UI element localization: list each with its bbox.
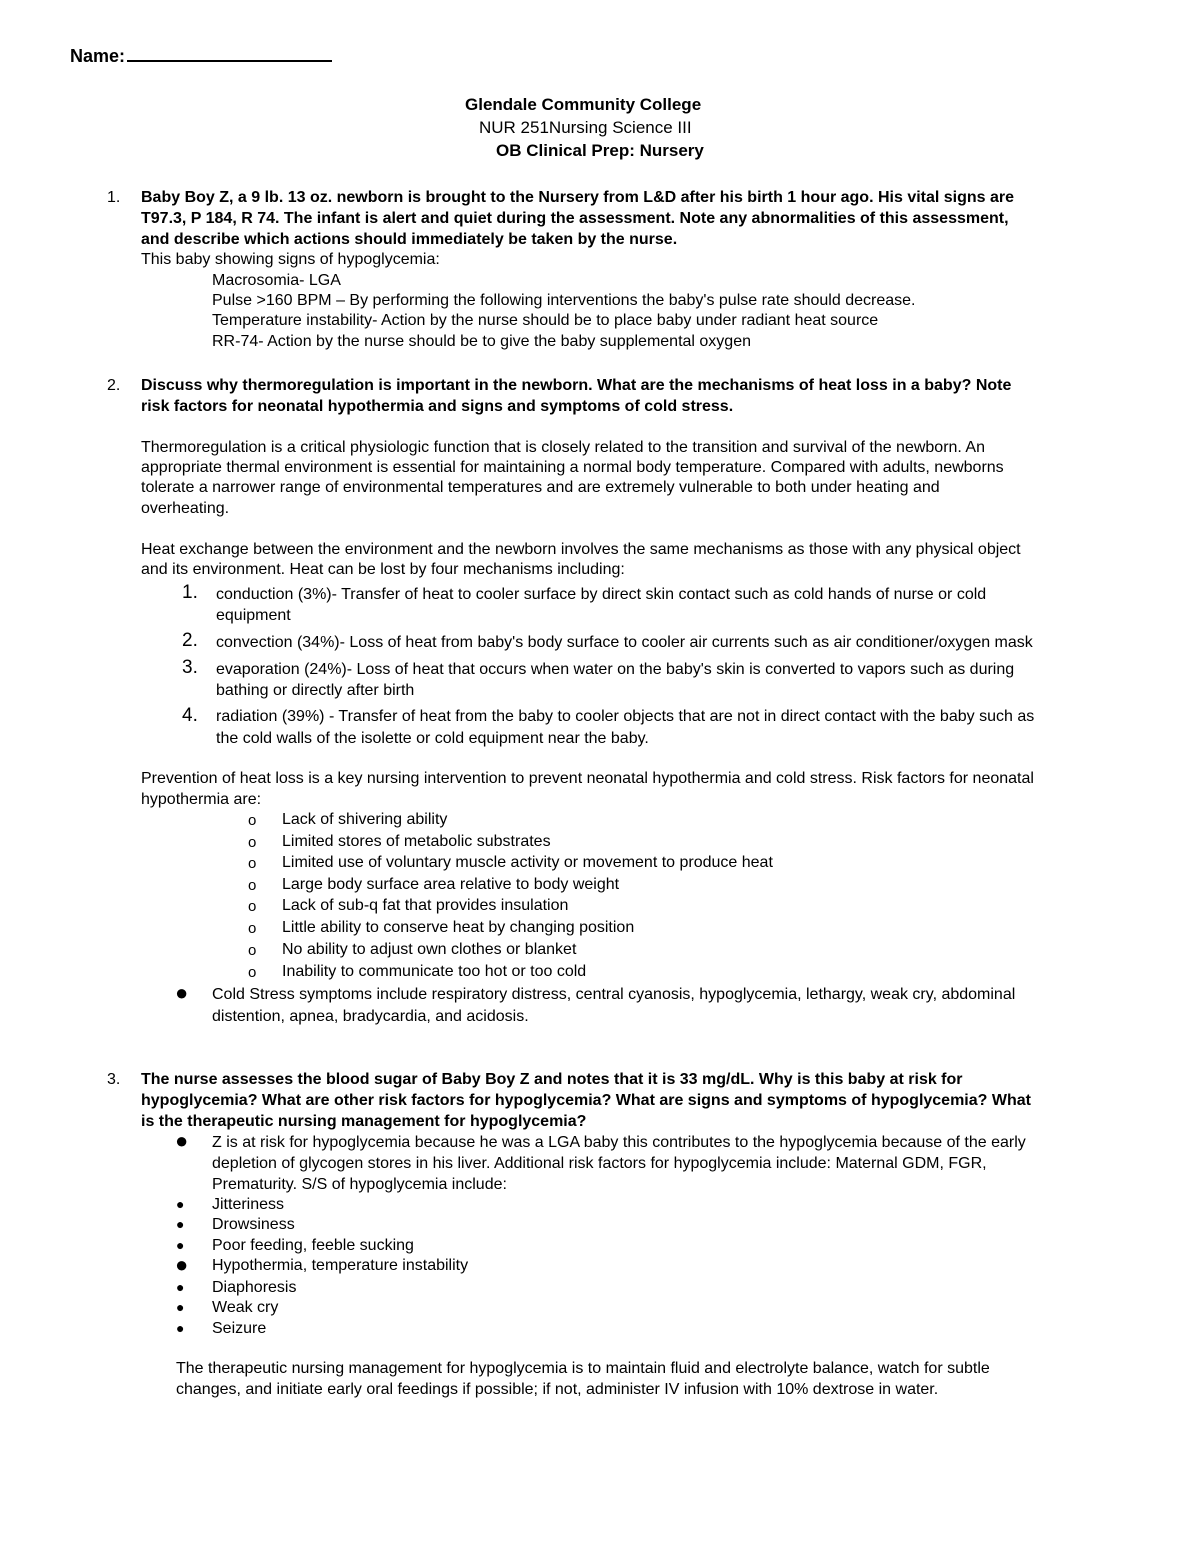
q2-paragraph-line: Prevention of heat loss is a key nursing intervention to prevent neonatal hypothermia and cold stress. Risk factors for neonatal [141,770,1034,787]
mechanism-text: convection (34%)- Loss of heat from baby's body surface to cooler air currents such as air conditioner/oxygen mask [216,634,1033,651]
circle-bullet-icon: o [248,812,257,829]
circle-bullet-icon: o [248,942,257,959]
mechanism-number: 1. [182,582,198,603]
document-title: OB Clinical Prep: Nursery [496,141,704,160]
bullet-dot-icon: ● [176,1299,185,1315]
risk-factor-item: Limited stores of metabolic substrates [282,833,551,850]
college-name: Glendale Community College [465,95,702,114]
bullet-dot-icon: ● [176,1279,185,1295]
risk-factor-item: Large body surface area relative to body weight [282,876,620,893]
cold-stress-text: distention, apnea, bradycardia, and acidosis. [212,1008,529,1025]
risk-factor-item: Inability to communicate too hot or too cold [282,963,587,980]
risk-factor-item: Little ability to conserve heat by changing position [282,919,635,936]
q3-risk-text: Prematurity. S/S of hypoglycemia include: [212,1176,507,1193]
risk-factor-item: Lack of shivering ability [282,811,448,828]
circle-bullet-icon: o [248,964,257,981]
q2-paragraph-line: appropriate thermal environment is essential for maintaining a normal body temperature. Compared with adults, newborns [141,459,1004,476]
q3-management-text: The therapeutic nursing management for hypoglycemia is to maintain fluid and electrolyte balance, watch for subtle [176,1360,990,1377]
symptom-item: Jitteriness [212,1196,285,1213]
mechanism-number: 3. [182,657,198,678]
q1-number: 1. [107,189,121,206]
q2-paragraph-line: overheating. [141,500,230,517]
q1-question-line: T97.3, P 184, R 74. The infant is alert and quiet during the assessment. Note any abnormalities of this assessment, [141,210,1009,227]
q1-answer-intro: This baby showing signs of hypoglycemia: [141,251,440,268]
q3-management-text: changes, and initiate early oral feedings if possible; if not, administer IV infusion with 10% dextrose in water. [176,1381,939,1398]
symptom-item: Poor feeding, feeble sucking [212,1237,414,1254]
bullet-dot-icon: ● [175,980,189,1005]
name-field [70,44,332,67]
mechanism-text: evaporation (24%)- Loss of heat that occurs when water on the baby's skin is converted to vapors such as during [216,661,1015,678]
q1-finding: Pulse >160 BPM – By performing the following interventions the baby's pulse rate should decrease. [212,292,916,309]
q2-number: 2. [107,377,121,394]
q3-risk-text: Z is at risk for hypoglycemia because he was a LGA baby this contributes to the hypoglycemia because of the early [212,1134,1026,1151]
circle-bullet-icon: o [248,855,257,872]
q3-number: 3. [107,1071,121,1088]
q2-question-line: Discuss why thermoregulation is important in the newborn. What are the mechanisms of heat loss in a baby? Note [141,377,1012,394]
q3-question-line: The nurse assesses the blood sugar of Baby Boy Z and notes that it is 33 mg/dL. Why is this baby at risk for [141,1071,963,1088]
bullet-dot-icon: ● [176,1196,185,1212]
symptom-item: Drowsiness [212,1216,295,1233]
name-label: Name: [70,46,126,66]
circle-bullet-icon: o [248,834,257,851]
mechanism-text: equipment [216,607,291,624]
q2-paragraph-line: tolerate a narrower range of environmental temperatures and are extremely vulnerable to both under heating and [141,479,940,496]
name-underline [127,44,332,62]
circle-bullet-icon: o [248,920,257,937]
q2-paragraph-line: hypothermia are: [141,791,262,808]
mechanism-text: bathing or directly after birth [216,682,415,699]
q1-finding: Macrosomia- LGA [212,272,341,289]
cold-stress-text: Cold Stress symptoms include respiratory distress, central cyanosis, hypoglycemia, lethargy, weak cry, abdominal [212,986,1016,1003]
mechanism-text: the cold walls of the isolette or cold equipment near the baby. [216,730,649,747]
risk-factor-item: Limited use of voluntary muscle activity or movement to produce heat [282,854,773,871]
q1-finding: Temperature instability- Action by the nurse should be to place baby under radiant heat source [212,312,879,329]
q3-risk-text: depletion of glycogen stores in his liver. Additional risk factors for hypoglycemia include: Maternal GDM, FGR, [212,1155,987,1172]
bullet-dot-icon: ● [175,1128,189,1153]
bullet-dot-icon: ● [175,1252,189,1277]
symptom-item: Diaphoresis [212,1279,297,1296]
risk-factor-item: No ability to adjust own clothes or blanket [282,941,577,958]
circle-bullet-icon: o [248,898,257,915]
q1-question-line: Baby Boy Z, a 9 lb. 13 oz. newborn is brought to the Nursery from L&D after his birth 1 hour ago. His vital signs are [141,189,1015,206]
symptom-item: Hypothermia, temperature instability [212,1257,469,1274]
mechanism-number: 4. [182,705,198,726]
circle-bullet-icon: o [248,877,257,894]
q3-question-line: is the therapeutic nursing management for hypoglycemia? [141,1113,587,1130]
mechanism-text: radiation (39%) - Transfer of heat from the baby to cooler objects that are not in direct contact with the baby such as [216,708,1035,725]
q1-question-line: and describe which actions should immediately be taken by the nurse. [141,231,678,248]
mechanism-number: 2. [182,630,198,651]
risk-factor-item: Lack of sub-q fat that provides insulation [282,897,569,914]
q2-question-line: risk factors for neonatal hypothermia and signs and symptoms of cold stress. [141,398,734,415]
bullet-dot-icon: ● [176,1237,185,1253]
q2-paragraph-line: Thermoregulation is a critical physiologic function that is closely related to the transition and survival of the newborn. An [141,439,985,456]
mechanism-text: conduction (3%)- Transfer of heat to cooler surface by direct skin contact such as cold hands of nurse or cold [216,586,987,603]
symptom-item: Weak cry [212,1299,279,1316]
symptom-item: Seizure [212,1320,267,1337]
q2-paragraph-line: and its environment. Heat can be lost by four mechanisms including: [141,561,625,578]
course-title: NUR 251Nursing Science III [479,118,692,137]
q2-paragraph-line: Heat exchange between the environment and the newborn involves the same mechanisms as those with any physical object [141,541,1021,558]
q3-question-line: hypoglycemia? What are other risk factors for hypoglycemia? What are signs and symptoms of hypoglycemia? What [141,1092,1031,1109]
bullet-dot-icon: ● [176,1320,185,1336]
bullet-dot-icon: ● [176,1216,185,1232]
q1-finding: RR-74- Action by the nurse should be to give the baby supplemental oxygen [212,333,751,350]
